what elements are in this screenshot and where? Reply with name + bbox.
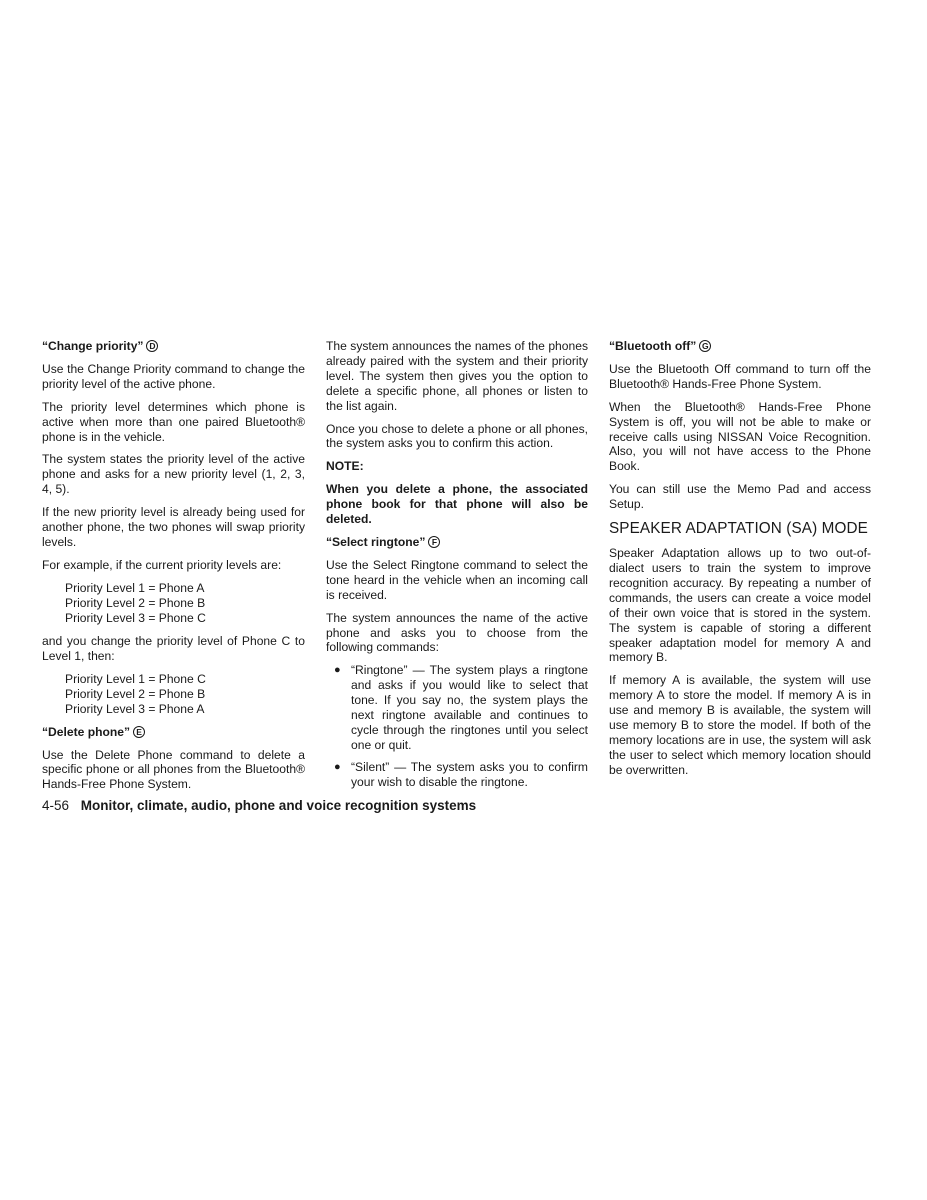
paragraph: Use the Select Ringtone command to select the tone heard in the vehicle when an incoming call is received.	[326, 557, 588, 602]
bullet-text: “Ringtone” — The system plays a ringtone and asks if you would like to select that tone. If you say no, the system plays the next ringtone available and continues to cycle through the ringtones until you select one or quit.	[351, 663, 588, 752]
bullet-icon: ●	[334, 664, 341, 677]
marker-f-icon: F	[428, 536, 440, 548]
delete-phone-heading-text: “Delete phone”	[42, 724, 131, 739]
priority-list-before	[65, 581, 305, 626]
paragraph: If the new priority level is already being used for another phone, the two phones will swap priority levels.	[42, 505, 305, 549]
marker-e-icon: E	[133, 726, 145, 738]
select-ringtone-heading	[326, 535, 588, 550]
paragraph: and you change the priority level of Phone C to Level 1, then:	[42, 633, 305, 663]
paragraph: Use the Change Priority command to change the priority level of the active phone.	[42, 361, 305, 391]
list-item: Priority Level 1 = Phone A	[65, 580, 205, 595]
list-item: Priority Level 2 = Phone B	[65, 595, 206, 610]
list-item: Priority Level 2 = Phone B	[65, 686, 206, 701]
section-title: SPEAKER ADAPTATION (SA) MODE	[609, 520, 868, 538]
bluetooth-off-heading-text: “Bluetooth off”	[609, 339, 697, 353]
paragraph: You can still use the Memo Pad and access Setup.	[609, 482, 871, 512]
column-2	[326, 339, 588, 797]
paragraph: The system announces the name of the active phone and asks you to choose from the following commands:	[326, 610, 588, 655]
paragraph: When the Bluetooth® Hands-Free Phone System is off, you will not be able to make or receive calls using NISSAN Voice Recognition. Also, you will not have access to the Phone Book.	[609, 399, 871, 474]
list-item: Priority Level 1 = Phone C	[65, 671, 206, 686]
chapter-title: Monitor, climate, audio, phone and voice recognition systems	[80, 798, 477, 813]
bullet-icon: ●	[334, 760, 341, 773]
list-item	[334, 760, 588, 790]
marker-g-icon: G	[699, 340, 711, 352]
paragraph: Use the Bluetooth Off command to turn off the Bluetooth® Hands-Free Phone System.	[609, 361, 871, 391]
page-number: 4-56	[42, 798, 70, 813]
paragraph: The system states the priority level of the active phone and asks for a new priority level (1, 2, 3, 4, 5).	[42, 452, 305, 497]
paragraph: If memory A is available, the system will use memory A to store the model. If memory A is in use and memory B is available, the system will use memory B to store the model. If both of the memory locations are in use, the system will ask the user to select which memory location should be overwritten.	[609, 673, 871, 777]
delete-phone-heading	[42, 725, 305, 740]
list-item: Priority Level 3 = Phone A	[65, 701, 205, 716]
column-3	[609, 339, 871, 786]
priority-list-after	[65, 672, 305, 717]
paragraph: Speaker Adaptation allows up to two out-of-dialect users to train the system to improve recognition accuracy. By repeating a number of commands, the users can create a voice model of their own voice that is stored in the system. The system is capable of storing a different speaker adaptation model for memory A and memory B.	[609, 546, 871, 665]
paragraph: The system announces the names of the phones already paired with the system and their priority level. The system then gives you the option to delete a specific phone, all phones or listen to the list again.	[326, 339, 588, 413]
paragraph: The priority level determines which phone is active when more than one paired Bluetooth® phone is in the vehicle.	[42, 399, 305, 444]
page-footer	[42, 798, 476, 813]
change-priority-heading	[42, 339, 305, 354]
note-label: NOTE:	[326, 459, 364, 474]
note-text: When you delete a phone, the associated phone book for that phone will also be deleted.	[326, 482, 588, 527]
list-item: Priority Level 3 = Phone C	[65, 610, 206, 625]
select-ringtone-heading-text: “Select ringtone”	[326, 534, 426, 549]
change-priority-heading-text: “Change priority”	[42, 339, 144, 353]
marker-d-icon: D	[146, 340, 158, 352]
paragraph: Use the Delete Phone command to delete a specific phone or all phones from the Bluetooth® Hands-Free Phone System.	[42, 747, 305, 792]
bullet-text: “Silent” — The system asks you to confirm your wish to disable the ringtone.	[351, 759, 588, 789]
column-1	[42, 339, 305, 800]
bluetooth-off-heading	[609, 339, 871, 354]
list-item	[334, 663, 588, 752]
paragraph: For example, if the current priority levels are:	[42, 557, 282, 572]
paragraph: Once you chose to delete a phone or all phones, the system asks you to confirm this action.	[326, 421, 588, 451]
